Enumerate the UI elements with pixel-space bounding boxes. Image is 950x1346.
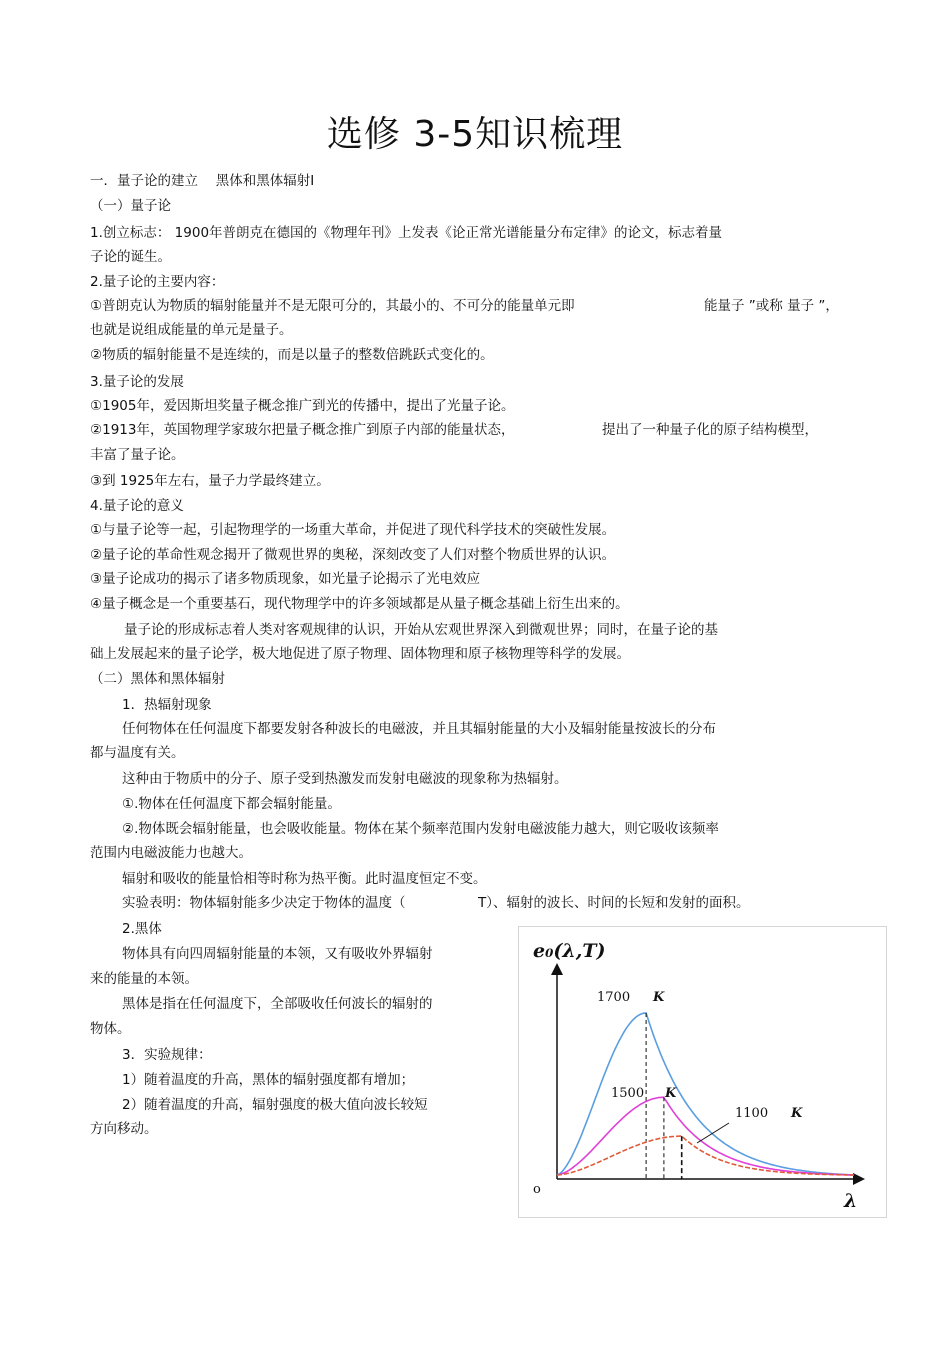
paragraph-line: ①与量子论等一起，引起物理学的一场重大革命，并促进了现代科学技术的突破性发展。 xyxy=(90,522,616,538)
paragraph-line: 也就是说组成能量的单元是量子。 xyxy=(90,322,293,338)
item-heading: 2.黑体 xyxy=(122,921,162,937)
paragraph-line: 提出了一种量子化的原子结构模型， xyxy=(602,422,818,438)
paragraph-line: 辐射和吸收的能量恰相等时称为热平衡。此时温度恒定不变。 xyxy=(122,871,487,887)
paragraph-line: 这种由于物质中的分子、原子受到热激发而发射电磁波的现象称为热辐射。 xyxy=(122,771,568,787)
curve-layer xyxy=(557,1013,854,1179)
subsection-heading: （一）量子论 xyxy=(90,198,171,214)
paragraph-line: ①.物体在任何温度下都会辐射能量。 xyxy=(122,796,341,812)
page-title: 选修 3-5知识梳理 xyxy=(326,114,624,155)
paragraph-line: 都与温度有关。 xyxy=(90,745,185,761)
temperature-label-1500: 1500 xyxy=(611,1086,645,1101)
item-heading: 3.量子论的发展 xyxy=(90,374,184,390)
paragraph-line: 1）随着温度的升高，黑体的辐射强度都有增加； xyxy=(122,1072,415,1088)
paragraph-line: 2）随着温度的升高，辐射强度的极大值向波长较短 xyxy=(122,1097,428,1113)
paragraph-line: ③量子论成功的揭示了诸多物质现象，如光量子论揭示了光电效应 xyxy=(90,571,481,587)
item-heading: 4.量子论的意义 xyxy=(90,498,184,514)
paragraph-line: ①普朗克认为物质的辐射能量并不是无限可分的，其最小的、不可分的能量单元即 xyxy=(90,298,575,314)
paragraph-line: ②.物体既会辐射能量，也会吸收能量。物体在某个频率范围内发射电磁波能力越大，则它吸收该频率 xyxy=(122,821,719,837)
curve-1700 xyxy=(557,1013,854,1175)
paragraph-line: 来的能量的本领。 xyxy=(90,971,198,987)
blackbody-radiation-figure xyxy=(518,926,887,1218)
item-heading: 1．热辐射现象 xyxy=(122,697,212,713)
paragraph-line: 量子论的形成标志着人类对客观规律的认识，开始从宏观世界深入到微观世界；同时，在量子论的基 xyxy=(124,622,718,638)
paragraph-line: 础上发展起来的量子论学，极大地促进了原子物理、固体物理和原子核物理等科学的发展。 xyxy=(90,646,630,662)
paragraph-line: 任何物体在任何温度下都要发射各种波长的电磁波，并且其辐射能量的大小及辐射能量按波长的分布 xyxy=(122,721,716,737)
paragraph-line: 物体具有向四周辐射能量的本领，又有吸收外界辐射 xyxy=(122,946,433,962)
x-axis-label: λ xyxy=(844,1190,858,1212)
paragraph-line: ③到 1925年左右，量子力学最终建立。 xyxy=(90,473,330,489)
unit-label-1100: K xyxy=(791,1106,803,1121)
paragraph-line: T）、辐射的波长、时间的长短和发射的面积。 xyxy=(478,895,750,911)
temperature-label-1100: 1100 xyxy=(735,1106,769,1121)
item-heading: 2.量子论的主要内容： xyxy=(90,274,225,290)
curve-1100 xyxy=(557,1136,854,1175)
paragraph-line: 丰富了量子论。 xyxy=(90,447,185,463)
label-pointer-1100 xyxy=(697,1123,729,1143)
blackbody-curves-svg xyxy=(519,927,886,1217)
paragraph-line: 范围内电磁波能力也越大。 xyxy=(90,845,252,861)
item-heading: 3．实验规律： xyxy=(122,1047,212,1063)
paragraph-line: 1.创立标志： 1900年普朗克在德国的《物理年刊》上发表《论正常光谱能量分布定律》的论文，标志着量 xyxy=(90,225,723,241)
paragraph-line: ②物质的辐射能量不是连续的，而是以量子的整数倍跳跃式变化的。 xyxy=(90,347,494,363)
paragraph-line: ②1913年，英国物理学家玻尔把量子概念推广到原子内部的能量状态， xyxy=(90,422,515,438)
unit-label-1500: K xyxy=(665,1086,677,1101)
section-heading: 一．量子论的建立 黑体和黑体辐射Ⅰ xyxy=(90,173,315,189)
temperature-label-1700: 1700 xyxy=(597,990,631,1005)
curve-1500 xyxy=(557,1097,854,1175)
paragraph-line: 黑体是指在任何温度下，全部吸收任何波长的辐射的 xyxy=(122,996,433,1012)
paragraph-line: ①1905年，爱因斯坦奖量子概念推广到光的传播中，提出了光量子论。 xyxy=(90,398,515,414)
paragraph-line: 子论的诞生。 xyxy=(90,249,171,265)
paragraph-line: 能量子 ”或称 量子 ”， xyxy=(704,298,839,314)
subsection-heading: （二）黑体和黑体辐射 xyxy=(90,671,225,687)
y-axis-label: e₀(λ,T) xyxy=(533,940,606,962)
paragraph-line: 方向移动。 xyxy=(90,1121,158,1137)
paragraph-line: ④量子概念是一个重要基石，现代物理学中的许多领域都是从量子概念基础上衍生出来的。 xyxy=(90,596,629,612)
paragraph-line: 实验表明：物体辐射能多少决定于物体的温度（ xyxy=(122,895,406,911)
paragraph-line: ②量子论的革命性观念揭开了微观世界的奥秘，深刻改变了人们对整个物质世界的认识。 xyxy=(90,547,616,563)
paragraph-line: 物体。 xyxy=(90,1021,131,1037)
unit-label-1700: K xyxy=(653,990,665,1005)
origin-label: o xyxy=(533,1182,541,1197)
